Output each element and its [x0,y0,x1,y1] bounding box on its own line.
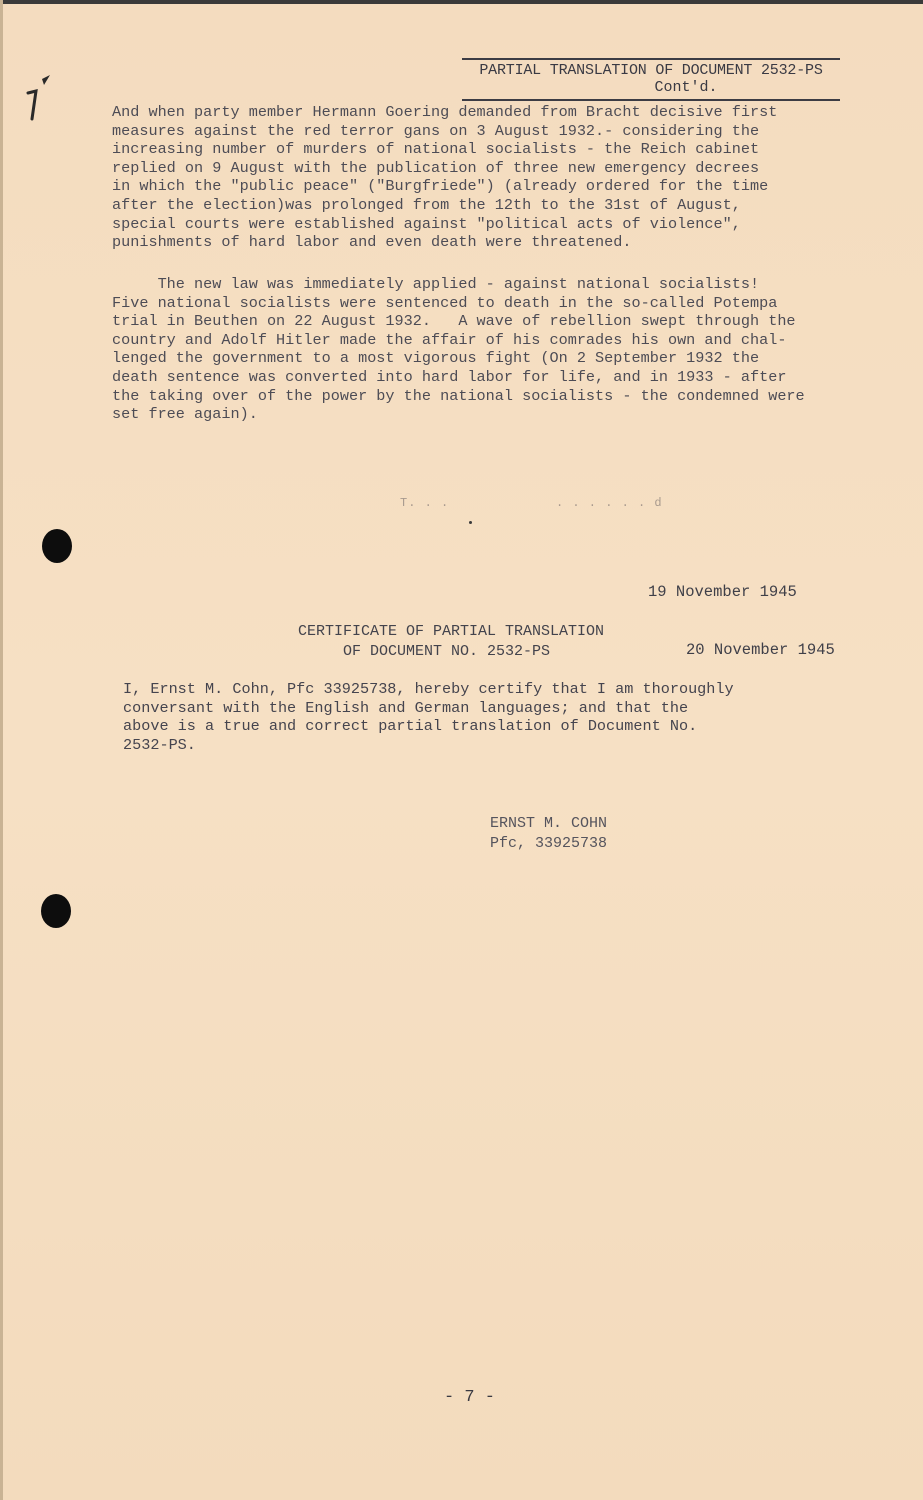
certificate-text: I, Ernst M. Cohn, Pfc 33925738, hereby certify that I am thoroughly conversant with the English and German languages; and that the above is a true and correct partial translation of Document No. 2532-PS. [123,680,734,754]
faint-stamp-text-1: T. . . [400,496,450,510]
punch-hole-icon [42,529,72,563]
scan-top-edge [0,0,923,4]
certificate-title: CERTIFICATE OF PARTIAL TRANSLATION OF DOCUMENT NO. 2532-PS [298,623,605,660]
body-paragraph-1: And when party member Hermann Goering demanded from Bracht decisive first measures against the red terror gans on 3 August 1932.- considering the increasing number of murders of national socialists - the Reich cabinet replied on 9 August with the publication of three new emergency decrees in which the "public peace" ("Burgfriede") (already ordered for the time after the election)was prolonged from the 12th to the 31st of August, special courts were established against "political acts of violence", punishments of hard labor and even death were threatened. [112,103,778,252]
page-number: - 7 - [444,1388,496,1407]
body-paragraph-2: The new law was immediately applied - against national socialists! Five national socialists were sentenced to death in the so-called Potempa trial in Beuthen on 22 August 1932. A wave of rebellion swept through the country and Adolf Hitler made the affair of his comrades his own and chal- lenged the government to a most vigorous fight (On 2 September 1932 the death sentence was converted into hard labor for life, and in 1933 - after the taking over of the power by the national socialists - the condemned were set free again). [112,275,805,424]
faint-stamp-text-2: . . . . . . d [556,496,663,510]
date-certificate: 20 November 1945 [686,641,835,659]
header-continued: Cont'd. [654,79,718,96]
signature-block [490,814,607,854]
scan-left-edge [0,0,3,1500]
pencil-mark-icon [22,73,52,123]
date-translation: 19 November 1945 [648,583,797,601]
punch-hole-icon [41,894,71,928]
signature-rank: Pfc, 33925738 [490,835,608,852]
header-title: PARTIAL TRANSLATION OF DOCUMENT 2532-PS [479,62,823,79]
faint-dot [469,521,472,524]
signature-name: ERNST M. COHN [490,815,608,832]
document-header [462,58,840,101]
